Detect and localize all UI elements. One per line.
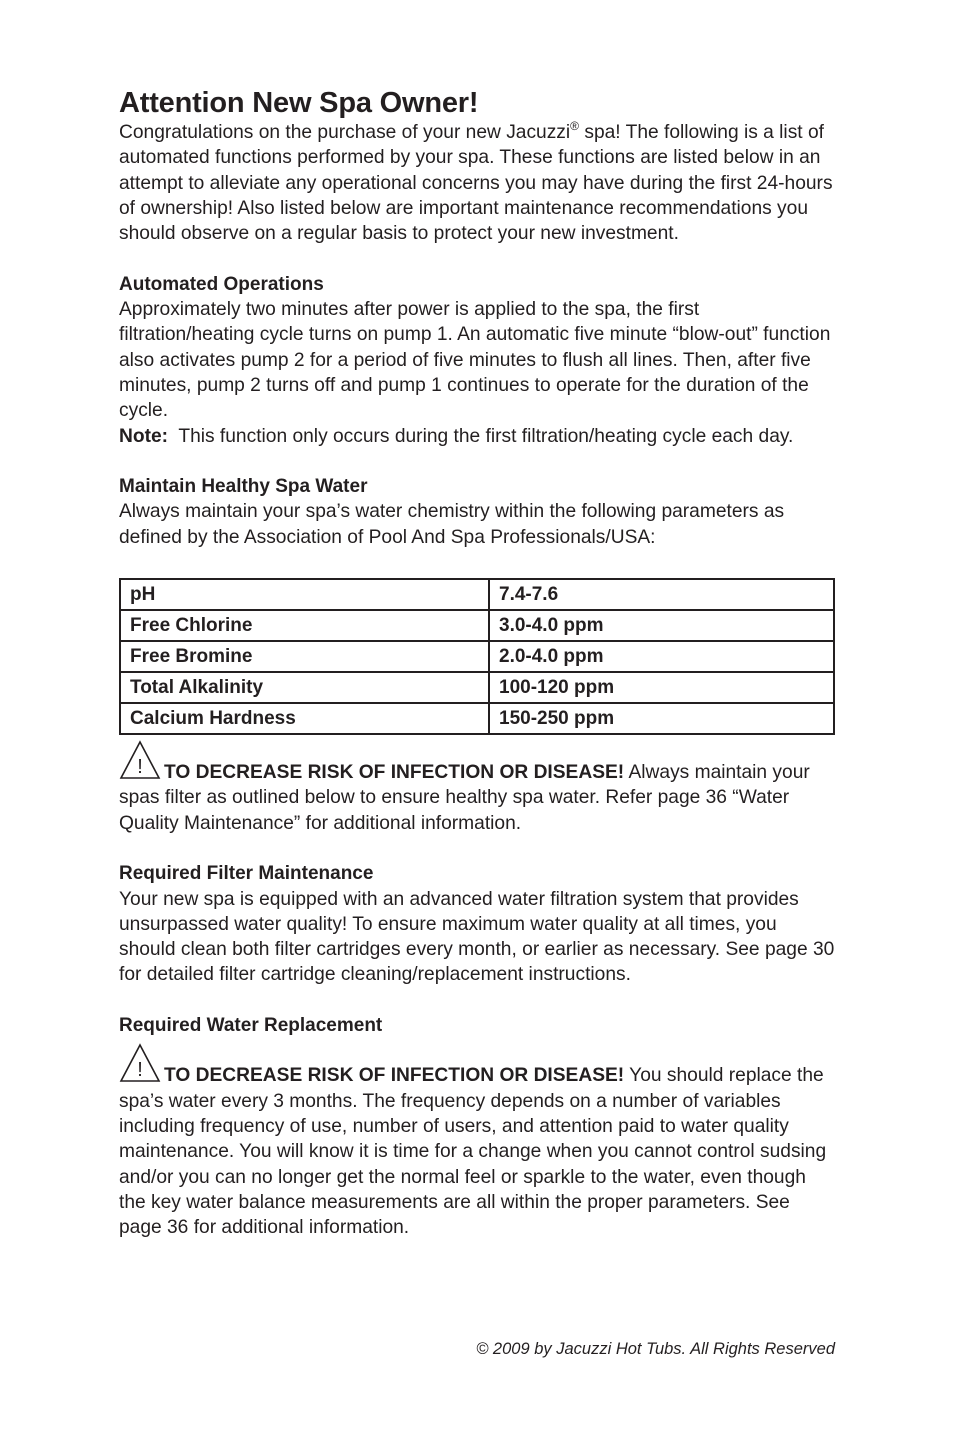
- section-heading-filter: Required Filter Maintenance: [119, 863, 374, 885]
- intro-text-rest: spa! The following is a list of automated functions performed by your spa. These functions are listed below in an attempt to alleviate any operational concerns you may have during the first 24-hours of ownership! Also listed below are important maintenance recommendations you should observe on a regular basis to protect your new investment.: [119, 122, 833, 245]
- intro-paragraph: [119, 120, 835, 246]
- intro-text: Congratulations on the purchase of your new Jacuzzi: [119, 122, 571, 143]
- param-name: Calcium Hardness: [120, 703, 489, 734]
- section-heading-replacement: Required Water Replacement: [119, 1015, 383, 1037]
- warning-infection-water: [119, 1051, 835, 1240]
- warning-triangle-icon: [119, 748, 161, 784]
- warning-text: Always maintain your spas filter as outlined below to ensure healthy spa water. Refer page 36 “Water Quality Maintenance” for additional information.: [119, 762, 810, 834]
- warning-caps: TO DECREASE RISK OF INFECTION OR DISEASE!: [164, 1065, 625, 1087]
- section-heading-automated: Automated Operations: [119, 273, 324, 295]
- param-name: Free Bromine: [120, 641, 489, 672]
- water-body: Always maintain your spa’s water chemistry within the following parameters as defined by the Association of Pool And Spa Professionals/USA:: [119, 501, 785, 548]
- copyright-footer: © 2009 by Jacuzzi Hot Tubs. All Rights Reserved: [476, 1340, 835, 1358]
- warning-text: You should replace the spa’s water every 3 months. The frequency depends on a number of variables including frequency of use, number of users, and attention paid to water quality maintenance. You will know it is time for a change when you cannot control sudsing and/or you can no longer get the normal feel or sparkle to the water, even though the key water balance measurements are all within the proper parameters. See page 36 for additional information.: [119, 1065, 827, 1239]
- table-row: [120, 579, 834, 610]
- param-value: 150-250 ppm: [489, 703, 834, 734]
- table-row: [120, 672, 834, 703]
- note-label: Note:: [119, 425, 169, 447]
- param-value: 7.4-7.6: [489, 579, 834, 610]
- svg-text:!: !: [137, 1059, 143, 1082]
- warning-infection-filter: [119, 748, 835, 836]
- table-row: [120, 610, 834, 641]
- warning-triangle-icon: [119, 1051, 161, 1087]
- svg-text:!: !: [137, 756, 143, 779]
- section-heading-water: Maintain Healthy Spa Water: [119, 476, 368, 498]
- warning-caps: TO DECREASE RISK OF INFECTION OR DISEASE!: [164, 762, 625, 784]
- param-value: 100-120 ppm: [489, 672, 834, 703]
- param-name: Total Alkalinity: [120, 672, 489, 703]
- table-row: [120, 703, 834, 734]
- table-row: [120, 641, 834, 672]
- param-name: pH: [120, 579, 489, 610]
- param-value: 3.0-4.0 ppm: [489, 610, 834, 641]
- page-title: Attention New Spa Owner!: [119, 87, 479, 119]
- registered-mark: ®: [570, 119, 580, 133]
- filter-body: Your new spa is equipped with an advanced water filtration system that provides unsurpassed water quality! To ensure maximum water quality at all times, you should clean both filter cartridges every month, or earlier as necessary. See page 30 for detailed filter cartridge cleaning/replacement instructions.: [119, 888, 835, 986]
- automated-body: Approximately two minutes after power is applied to the spa, the first filtration/heating cycle turns on pump 1. An automatic five minute “blow-out” function also activates pump 2 for a period of five minutes to flush all lines. Then, after five minutes, pump 2 turns off and pump 1 continues to operate for the duration of the cycle.: [119, 299, 831, 422]
- param-value: 2.0-4.0 ppm: [489, 641, 834, 672]
- automated-note: [119, 424, 835, 449]
- document-page: [119, 86, 835, 1240]
- param-name: Free Chlorine: [120, 610, 489, 641]
- water-parameters-table: [119, 578, 835, 735]
- note-text: This function only occurs during the first filtration/heating cycle each day.: [168, 425, 794, 447]
